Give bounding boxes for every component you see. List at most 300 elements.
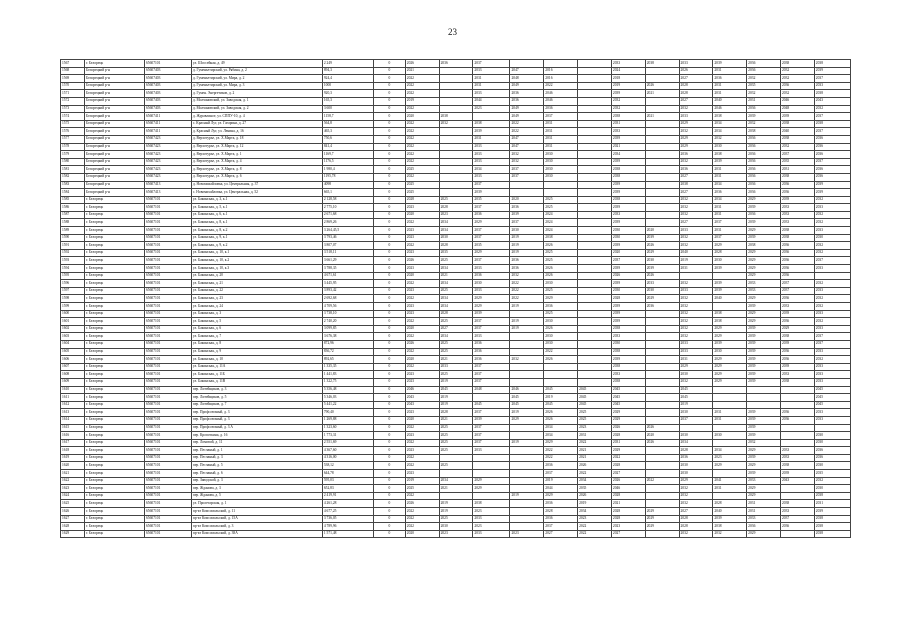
table-cell: 2030	[544, 280, 578, 288]
table-cell: г. Белорецк	[85, 439, 145, 447]
table-cell: 2049	[510, 113, 544, 121]
table-cell: 4 671,61	[322, 272, 373, 280]
table-cell	[645, 470, 679, 478]
table-cell	[578, 333, 612, 341]
table-cell	[645, 340, 679, 348]
table-cell	[645, 492, 679, 500]
table-cell: 0	[374, 530, 406, 538]
table-cell: 2033	[679, 287, 713, 295]
table-cell: 2032	[679, 333, 713, 341]
table-cell: 2038	[814, 530, 850, 538]
table-row	[61, 303, 851, 311]
table-cell	[780, 386, 814, 394]
table-cell: 2036	[713, 75, 747, 83]
table-cell: 2037	[814, 75, 850, 83]
table-cell: пер. Ломовой, д. 11	[191, 439, 322, 447]
table-cell: 2022	[405, 90, 439, 98]
table-cell: 2020	[405, 272, 439, 280]
table-cell: 2029	[510, 416, 544, 424]
table-cell: 2026	[645, 424, 679, 432]
table-row	[61, 318, 851, 326]
table-cell: 2025	[544, 287, 578, 295]
table-cell: 2022	[544, 447, 578, 455]
table-cell: 1608	[61, 371, 85, 379]
table-cell: 2037	[544, 470, 578, 478]
table-row	[61, 272, 851, 280]
table-cell: г. Белорецк	[85, 295, 145, 303]
table-cell: 2034	[439, 219, 473, 227]
table-row	[61, 523, 851, 531]
table-cell: 1585	[61, 196, 85, 204]
table-cell: 2030	[544, 318, 578, 326]
table-cell: 2031	[713, 211, 747, 219]
table-cell: 2029	[780, 325, 814, 333]
table-cell	[578, 196, 612, 204]
table-cell: 4 367,60	[322, 447, 373, 455]
table-cell: 2046	[510, 386, 544, 394]
table-cell: 2027	[611, 470, 645, 478]
table-cell	[510, 515, 544, 523]
table-cell: Белорецкий р-н	[85, 151, 145, 159]
table-cell: 2045	[814, 394, 850, 402]
table-cell: 2034	[473, 166, 510, 174]
table-row	[61, 492, 851, 500]
table-cell: 2038	[747, 128, 781, 136]
table-cell: 2022	[405, 295, 439, 303]
table-cell	[439, 128, 473, 136]
table-cell: 2033	[473, 265, 510, 273]
table-cell: 2041	[713, 477, 747, 485]
table-cell: 2037	[473, 371, 510, 379]
table-cell: 1615	[61, 424, 85, 432]
table-cell: 2032	[814, 356, 850, 364]
table-cell: 2019	[510, 249, 544, 257]
table-cell: 2020	[645, 432, 679, 440]
table-cell: 1624	[61, 492, 85, 500]
table-cell: 2032	[679, 158, 713, 166]
table-cell: 2033	[611, 60, 645, 68]
table-cell: 2020	[405, 416, 439, 424]
table-cell: 2019	[439, 401, 473, 409]
table-cell: 2025	[439, 348, 473, 356]
table-cell: 2032	[679, 211, 713, 219]
table-cell	[578, 75, 612, 83]
table-cell: ул. Бакинская, д. 20	[191, 272, 322, 280]
table-row	[61, 158, 851, 166]
table-cell: 2038	[611, 348, 645, 356]
table-cell: 2026	[405, 500, 439, 508]
table-cell: 2036	[780, 318, 814, 326]
table-row	[61, 371, 851, 379]
table-cell: 2028	[439, 204, 473, 212]
table-cell: 2029	[713, 371, 747, 379]
table-cell: 2036	[747, 211, 781, 219]
table-cell: 2036	[510, 204, 544, 212]
table-cell: 2029	[645, 295, 679, 303]
table-cell: 2033	[473, 287, 510, 295]
table-cell: 2029	[645, 249, 679, 257]
table-cell: 2031	[814, 500, 850, 508]
table-cell: 65607101	[145, 508, 192, 516]
table-cell: 2031	[611, 439, 645, 447]
table-cell: 2038	[713, 523, 747, 531]
table-row	[61, 432, 851, 440]
table-cell: 1571	[61, 90, 85, 98]
table-cell: ул. Шоссейная, д. 49	[191, 60, 322, 68]
table-cell	[439, 75, 473, 83]
table-cell	[510, 310, 544, 318]
table-cell	[780, 492, 814, 500]
table-cell: 2021	[611, 500, 645, 508]
table-row	[61, 219, 851, 227]
table-cell: 2 551,69	[322, 439, 373, 447]
table-cell	[645, 128, 679, 136]
table-cell: 2025	[439, 432, 473, 440]
table-cell: 0	[374, 500, 406, 508]
table-cell	[439, 105, 473, 113]
table-cell: 2023	[405, 227, 439, 235]
table-cell: 0	[374, 90, 406, 98]
table-cell: 2036	[747, 166, 781, 174]
table-cell: 2031	[713, 227, 747, 235]
table-cell	[439, 135, 473, 143]
table-cell: Белорецкий р-н	[85, 181, 145, 189]
table-cell: 2032	[510, 158, 544, 166]
table-cell: д. Верхотурье, ул. Х.Марта, д. 6	[191, 173, 322, 181]
table-cell	[645, 151, 679, 159]
table-cell: 2039	[747, 340, 781, 348]
table-cell: 1575	[61, 120, 85, 128]
table-cell: 3 736,05	[322, 515, 373, 523]
table-cell: 1609	[61, 378, 85, 386]
table-cell: 0	[374, 173, 406, 181]
table-cell: 595,03	[322, 477, 373, 485]
table-cell: 2022	[405, 462, 439, 470]
table-cell: 2036	[439, 60, 473, 68]
table-cell: 65607101	[145, 371, 192, 379]
table-cell: 2030	[679, 371, 713, 379]
table-cell	[578, 242, 612, 250]
table-cell: 2026	[578, 492, 612, 500]
table-cell: 2022	[405, 318, 439, 326]
table-cell: 2033	[747, 280, 781, 288]
table-cell: 2032	[679, 196, 713, 204]
table-cell: 2038	[611, 378, 645, 386]
table-cell: 2030	[544, 166, 578, 174]
table-cell: 2029	[713, 462, 747, 470]
table-cell: 2023	[439, 211, 473, 219]
table-cell: 0	[374, 485, 406, 493]
table-cell: 2 671,68	[322, 211, 373, 219]
table-cell: г. Белорецк	[85, 363, 145, 371]
table-cell: 2025	[405, 181, 439, 189]
table-cell: 2036	[747, 67, 781, 75]
table-cell	[510, 181, 544, 189]
table-row	[61, 454, 851, 462]
table-cell: 2037	[473, 181, 510, 189]
table-cell: 2031	[544, 128, 578, 136]
table-cell: 2030	[544, 333, 578, 341]
table-cell: 1602	[61, 325, 85, 333]
table-cell	[578, 371, 612, 379]
table-cell: ул. Пролетарская, д. 1	[191, 500, 322, 508]
table-cell: 1605	[61, 348, 85, 356]
table-cell: 2039	[645, 265, 679, 273]
table-cell: 2038	[611, 173, 645, 181]
table-cell: 2049	[510, 82, 544, 90]
table-cell: 2045	[473, 401, 510, 409]
table-cell: 3 518,11	[322, 249, 373, 257]
table-cell: 2031	[578, 432, 612, 440]
table-cell	[578, 325, 612, 333]
table-cell: г. Белорецк	[85, 371, 145, 379]
table-cell: 2027	[679, 219, 713, 227]
table-cell	[645, 158, 679, 166]
table-cell	[439, 158, 473, 166]
table-cell: 2026	[679, 67, 713, 75]
table-cell: 2037	[713, 234, 747, 242]
table-row	[61, 470, 851, 478]
table-cell: 2038	[780, 173, 814, 181]
table-cell: 2032	[439, 120, 473, 128]
table-cell	[578, 97, 612, 105]
table-cell: г. Белорецк	[85, 333, 145, 341]
table-cell: 2046	[544, 97, 578, 105]
table-cell	[578, 128, 612, 136]
table-cell: Белорецкий р-н	[85, 189, 145, 197]
table-cell: 2026	[544, 416, 578, 424]
table-row	[61, 249, 851, 257]
table-cell: 2037	[780, 151, 814, 159]
table-cell: 2039	[611, 189, 645, 197]
table-cell: 65607101	[145, 356, 192, 364]
table-cell: пер. Песчаный, д. 1	[191, 447, 322, 455]
table-cell	[645, 166, 679, 174]
table-cell: 2023	[405, 265, 439, 273]
table-cell: 2022	[405, 424, 439, 432]
table-cell: 2029	[645, 508, 679, 516]
table-cell	[510, 333, 544, 341]
table-cell: 2021	[645, 90, 679, 98]
table-cell: 2026	[645, 242, 679, 250]
table-cell: 665,1	[322, 189, 373, 197]
table-cell	[747, 394, 781, 402]
table-cell: 1618	[61, 447, 85, 455]
table-cell: 0	[374, 189, 406, 197]
table-cell: 2039	[713, 287, 747, 295]
table-cell	[747, 401, 781, 409]
table-cell: 165,3	[322, 97, 373, 105]
table-cell: г. Белорецк	[85, 462, 145, 470]
table-cell: 2040	[713, 295, 747, 303]
table-cell: 2032	[510, 272, 544, 280]
table-cell: 2037	[473, 378, 510, 386]
table-cell: 2019	[510, 234, 544, 242]
table-cell: 1587	[61, 211, 85, 219]
table-cell: 2048	[780, 105, 814, 113]
table-cell: 2033	[780, 204, 814, 212]
table-cell	[780, 530, 814, 538]
table-cell: 2032	[814, 105, 850, 113]
table-cell: 2021	[645, 113, 679, 121]
table-cell	[780, 432, 814, 440]
table-cell: 2033	[473, 143, 510, 151]
table-cell: 1579	[61, 151, 85, 159]
table-cell: 2020	[611, 249, 645, 257]
table-cell	[645, 333, 679, 341]
table-cell: 2033	[473, 447, 510, 455]
table-cell: 2 869,26	[322, 219, 373, 227]
table-cell: 2022	[578, 530, 612, 538]
table-cell: 2022	[405, 242, 439, 250]
table-cell: 65607101	[145, 439, 192, 447]
table-cell: 2047	[510, 135, 544, 143]
table-cell: 2029	[713, 356, 747, 364]
table-cell: 1611	[61, 394, 85, 402]
table-cell: 1604	[61, 340, 85, 348]
table-cell: 2048	[510, 75, 544, 83]
table-cell: 1596	[61, 280, 85, 288]
table-cell: 0	[374, 424, 406, 432]
table-cell: 2029	[747, 492, 781, 500]
table-cell: 1578	[61, 143, 85, 151]
table-cell: 2035	[473, 196, 510, 204]
table-cell: 65607101	[145, 219, 192, 227]
table-cell: 2045	[679, 386, 713, 394]
table-cell: 2037	[473, 227, 510, 235]
table-cell: 2019	[510, 303, 544, 311]
table-cell: 2032	[747, 75, 781, 83]
table-cell: 0	[374, 515, 406, 523]
table-cell: 2021	[578, 447, 612, 455]
table-cell: 2021	[439, 485, 473, 493]
page-number: 23	[448, 27, 457, 37]
table-cell: 2036	[544, 515, 578, 523]
table-cell: пер. Жданова, д. 3	[191, 485, 322, 493]
table-cell: 65607101	[145, 477, 192, 485]
table-cell	[780, 401, 814, 409]
table-cell: 2023	[405, 249, 439, 257]
table-cell: ул. Бакинская, д. 7	[191, 333, 322, 341]
table-cell: 2039	[747, 333, 781, 341]
table-cell: 0	[374, 447, 406, 455]
table-cell: Белорецкий р-н	[85, 67, 145, 75]
table-cell: 2039	[747, 470, 781, 478]
table-cell	[645, 325, 679, 333]
table-cell: г. Белорецк	[85, 477, 145, 485]
table-cell: 65607101	[145, 386, 192, 394]
table-cell: 2032	[679, 105, 713, 113]
table-cell	[645, 447, 679, 455]
table-cell: 2029	[473, 485, 510, 493]
table-cell: 0	[374, 196, 406, 204]
table-cell	[473, 394, 510, 402]
table-cell: ул. Бакинская, д. 8, к.1	[191, 219, 322, 227]
table-cell: д. Верхотурье, ул. Х.Марта, д. 1	[191, 151, 322, 159]
table-cell: 65607101	[145, 257, 192, 265]
table-cell: 0	[374, 492, 406, 500]
table-cell: 1580	[61, 158, 85, 166]
table-cell: 2028	[439, 409, 473, 417]
table-cell: 0	[374, 242, 406, 250]
table-cell: 2037	[473, 318, 510, 326]
table-cell: 2036	[747, 189, 781, 197]
table-cell: 2047	[510, 143, 544, 151]
table-cell: 65607423	[145, 135, 192, 143]
table-cell: 2045	[578, 386, 612, 394]
table-cell: 0	[374, 477, 406, 485]
table-cell: 2030	[544, 151, 578, 159]
table-cell: 2035	[578, 485, 612, 493]
table-cell: 0	[374, 128, 406, 136]
table-cell: 1613	[61, 409, 85, 417]
table-cell: 2030	[611, 234, 645, 242]
table-cell: 2031	[713, 204, 747, 212]
table-cell: 2023	[405, 303, 439, 311]
table-cell: 2028	[611, 295, 645, 303]
table-cell: 4 316,00	[322, 454, 373, 462]
table-cell: 2039	[611, 242, 645, 250]
table-cell: 2025	[405, 166, 439, 174]
table-cell: 0	[374, 219, 406, 227]
table-cell: 2031	[679, 265, 713, 273]
table-cell: 2022	[510, 280, 544, 288]
table-cell: г. Белорецк	[85, 356, 145, 364]
table-cell: 2019	[439, 508, 473, 516]
table-cell: 2030	[713, 432, 747, 440]
table-cell: д. Верхотурье, ул. Х.Марта, д. 8	[191, 166, 322, 174]
table-cell: 2038	[814, 60, 850, 68]
table-cell: 0	[374, 113, 406, 121]
table-cell: 2032	[679, 530, 713, 538]
table-cell: 1622	[61, 477, 85, 485]
table-cell: 65607101	[145, 227, 192, 235]
table-cell: 2029	[544, 492, 578, 500]
table-cell: 2028	[679, 523, 713, 531]
table-cell: 2038	[780, 378, 814, 386]
table-cell: Белорецкий р-н	[85, 113, 145, 121]
table-cell: 2033	[780, 371, 814, 379]
table-cell: 3 445,95	[322, 280, 373, 288]
table-cell: 2032	[679, 242, 713, 250]
table-cell: 2033	[814, 227, 850, 235]
table-cell: 2026	[405, 60, 439, 68]
table-cell: 2032	[814, 280, 850, 288]
table-cell: 2034	[439, 265, 473, 273]
table-cell: 2026	[544, 272, 578, 280]
table-cell: 2039	[510, 211, 544, 219]
table-cell	[510, 470, 544, 478]
table-cell	[439, 454, 473, 462]
table-cell: 2036	[713, 189, 747, 197]
table-cell: 2038	[780, 135, 814, 143]
table-cell: 1593	[61, 257, 85, 265]
table-cell: 3 788,35	[322, 265, 373, 273]
table-cell: 2029	[747, 196, 781, 204]
table-cell: 2019	[510, 492, 544, 500]
table-cell: ул. Бакинская, д. 9	[191, 348, 322, 356]
table-cell: 3 264,45,5	[322, 227, 373, 235]
table-cell: 5 441,22	[322, 401, 373, 409]
table-cell: 2039	[747, 424, 781, 432]
table-cell	[578, 120, 612, 128]
table-cell	[578, 280, 612, 288]
table-row	[61, 189, 851, 197]
table-row	[61, 75, 851, 83]
table-cell: 1614	[61, 416, 85, 424]
table-cell: пер. Заводской, д. 3	[191, 477, 322, 485]
table-cell: 2032	[713, 530, 747, 538]
